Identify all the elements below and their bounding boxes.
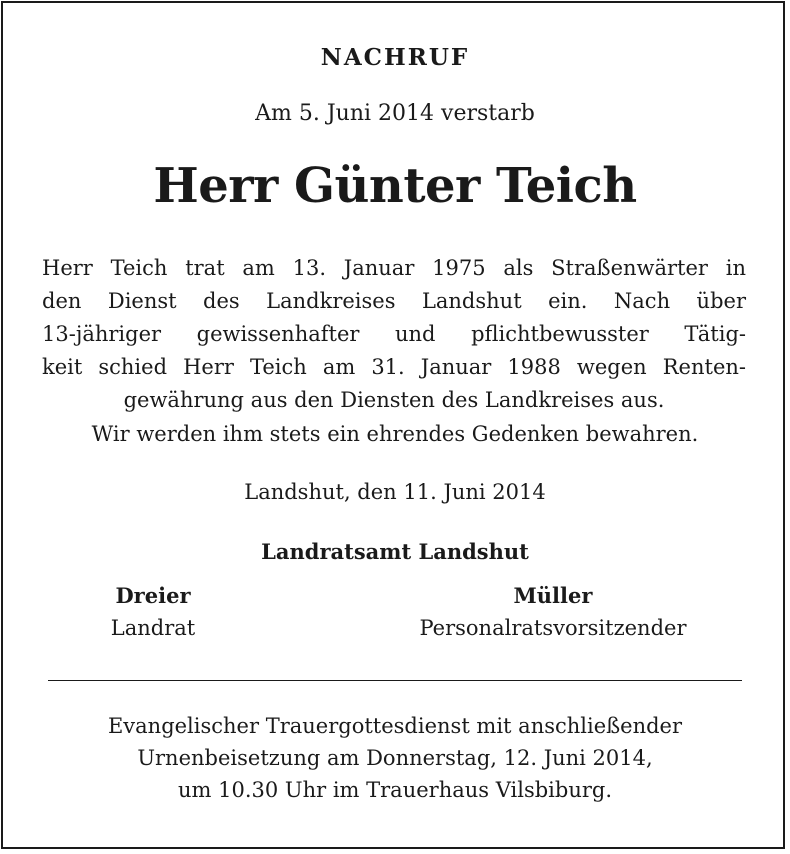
biography-paragraph [42, 252, 746, 417]
biography-line: keit schied Herr Teich am 31. Januar 1988 wegen Renten- [42, 355, 746, 379]
place-and-date: Landshut, den 11. Juni 2014 [244, 480, 546, 504]
signatory-name: Dreier [115, 583, 191, 608]
signatory-role: Personalratsvorsitzender [419, 616, 687, 640]
biography-line: Herr Teich trat am 13. Januar 1975 als Straßenwärter in [42, 256, 746, 280]
signatory-right [380, 583, 726, 640]
signatory-left [60, 583, 246, 640]
organization-name: Landratsamt Landshut [261, 539, 529, 564]
biography-line: den Dienst des Landkreises Landshut ein. Nach über [42, 289, 746, 313]
biography-line: gewährung aus den Diensten des Landkreises aus. [123, 388, 665, 412]
biography-line: 13-jähriger gewissenhafter und pflichtbewusster Tätig- [42, 322, 746, 346]
notice-heading: NACHRUF [320, 44, 470, 71]
death-date-line: Am 5. Juni 2014 verstarb [255, 101, 535, 126]
deceased-name: Herr Günter Teich [153, 158, 637, 214]
memory-statement: Wir werden ihm stets ein ehrendes Gedenken bewahren. [91, 422, 699, 446]
signatory-role: Landrat [110, 616, 196, 640]
service-line: Urnenbeisetzung am Donnerstag, 12. Juni 2014, [137, 746, 653, 770]
service-line: um 10.30 Uhr im Trauerhaus Vilsbiburg. [177, 778, 613, 802]
service-line: Evangelischer Trauergottesdienst mit anschließender [107, 714, 683, 738]
section-divider [48, 680, 742, 681]
funeral-service-info [0, 710, 790, 806]
signatory-name: Müller [513, 583, 593, 608]
